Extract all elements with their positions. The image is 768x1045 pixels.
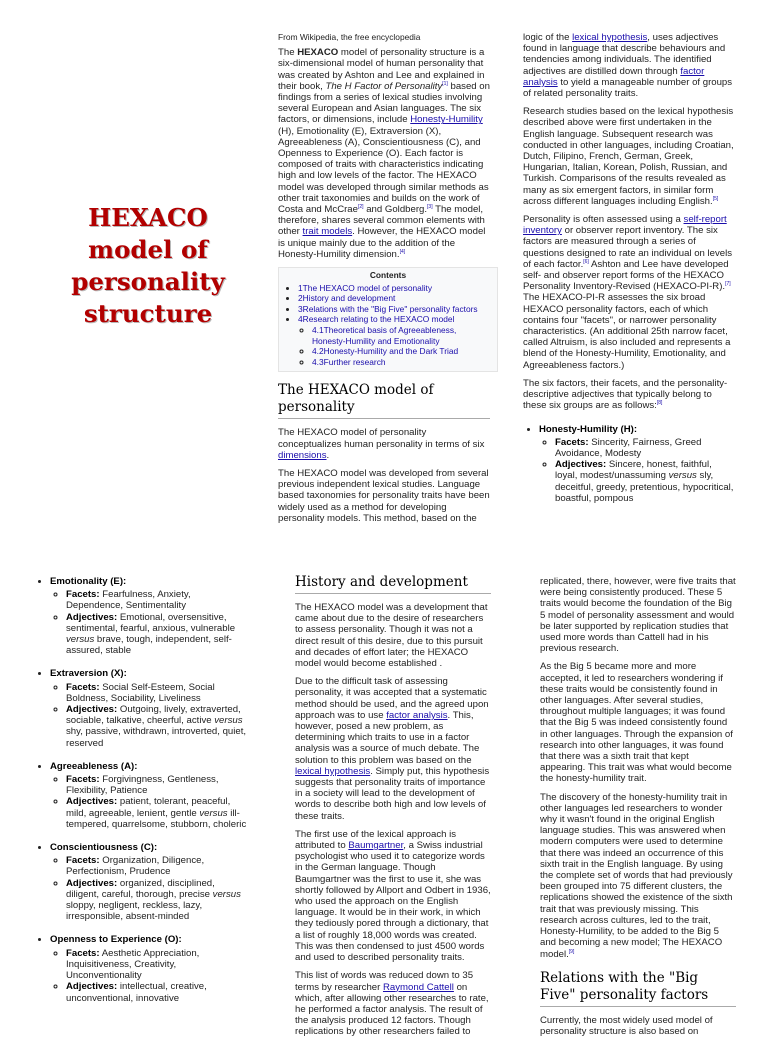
lexical-hypothesis-link[interactable]: lexical hypothesis	[572, 32, 648, 43]
history-paragraph-2: Due to the difficult task of assessing personality, it was accepted that a systematic method should be used, and the agreed upon approach was to use factor analysis. This, however, posed a new problem, as determining which traits to use in a factor analysis was a source of much debate. The solution to this problem was based on the lexical hypothesis. Simply put, this hypothesis suggests that personality traits of importance in a society will lead to the development of words to describe both high and low levels of these traits.	[295, 676, 490, 822]
toc-title: Contents	[369, 270, 407, 281]
right-column-top	[523, 32, 735, 516]
trait-adjectives: ◦ Adjectives: Outgoing, lively, extraverted, sociable, talkative, cheerful, active versus shy, passive, withdrawn, introverted, quiet, reserved	[66, 704, 248, 749]
ref-4[interactable]: [4]	[399, 248, 406, 255]
baumgartner-link[interactable]: Baumgartner	[348, 840, 404, 852]
model-paragraph-1: The HEXACO model of personality conceptualizes human personality in terms of six dimensions.	[278, 427, 485, 461]
section-heading-model: The HEXACO model of personality	[278, 382, 490, 419]
trait-facets: ◦ Facets: Fearfulness, Anxiety, Dependence, Sentimentality	[66, 589, 248, 611]
self-report-inventory-link[interactable]: self-report inventory	[523, 214, 727, 237]
ref-8[interactable]: [8]	[656, 400, 663, 407]
trait-conscientiousness: • Conscientiousness (C): ◦ Facets: Organization, Diligence, Perfectionism, Prudence ◦ Adjectives: organized, disciplined, diligent, careful, thorough, precise versus sloppy, negligent, reckless, lazy, irresponsible, absent-minded	[50, 842, 248, 922]
trait-facets: ◦ Facets: Forgivingness, Gentleness, Flexibility, Patience	[66, 774, 248, 796]
trait-openness: • Openness to Experience (O): ◦ Facets: Aesthetic Appreciation, Inquisitiveness, Creativity, Unconventionality ◦ Adjectives: intellectual, creative, unconventional, innovative	[50, 934, 248, 1003]
toc-subitem[interactable]: ◦ 4.1Theoretical basis of Agreeableness, Honesty-Humility and Emotionality	[312, 325, 492, 346]
toc-subitem[interactable]: ◦ 4.3Further research	[312, 357, 492, 368]
toc-item[interactable]: • 4Research relating to the HEXACO model ◦ 4.1Theoretical basis of Agreeableness, Honesty-Humility and Emotionality ◦ 4.2Honesty-Humility and the Dark Triad ◦ 4.3Further research	[298, 314, 492, 367]
factor-analysis-link[interactable]: factor analysis	[523, 65, 705, 88]
toc-subitem[interactable]: ◦ 4.2Honesty-Humility and the Dark Triad	[312, 346, 492, 357]
history-column	[295, 574, 491, 1045]
section-heading-big-five: Relations with the "Big Five" personality factors	[540, 970, 736, 1007]
trait-adjectives: ◦ Adjectives: intellectual, creative, unconventional, innovative	[66, 981, 248, 1003]
model-paragraph-2: The HEXACO model was developed from several previous independent lexical studies. Language based taxonomies for personality traits have been widely used as a method for developing personality models. This method, based on the	[278, 468, 490, 524]
factor-analysis-link-2[interactable]: factor analysis	[386, 709, 448, 721]
toc-item[interactable]: • 2History and development	[298, 293, 492, 304]
trait-facets: ◦ Facets: Organization, Diligence, Perfectionism, Prudence	[66, 855, 248, 877]
trait-extraversion: • Extraversion (X): ◦ Facets: Social Self-Esteem, Social Boldness, Sociability, Liveliness ◦ Adjectives: Outgoing, lively, extraverted, sociable, talkative, cheerful, active versus shy, passive, withdrawn, introverted, quiet, reserved	[50, 668, 248, 748]
source-line: From Wikipedia, the free encyclopedia	[278, 32, 421, 42]
big5-paragraph-2: As the Big 5 became more and more accepted, it led to researchers wondering if these traits would be consistently found in other languages. After several studies, throughout multiple languages; it was found that the Big 5 was indeed consistently found in other languages. Through the expansion of research into other languages, it was found that there was a sixth trait that kept appearing. This trait was what would become the honesty-humility trait.	[540, 661, 733, 785]
ref-6[interactable]: [6]	[583, 258, 589, 265]
trait-adjectives: ◦ Adjectives: Emotional, oversensitive, sentimental, fearful, anxious, vulnerable versus brave, tough, independent, self-assured, stable	[66, 612, 248, 657]
raymond-cattell-link[interactable]: Raymond Cattell	[382, 981, 454, 993]
assessment-paragraph: Personality is often assessed using a self-report inventory or observer report inventory. The six factors are measured through a series of questions designed to rate an individual on levels of each factor.[6] Ashton and Lee have developed self- and observer report forms of the HEXACO Personality Inventory-Revised (HEXACO-PI-R).[7] The HEXACO-PI-R assesses the six broad HEXACO personality factors, each of which contains four "facets", or narrower personality characteristics. (An additional 25th narrow facet, called Altruism, is also included and represents a blend of the Honesty-Humility, Emotionality, and Agreeableness factors.)	[523, 214, 733, 371]
ref-5[interactable]: [5]	[712, 195, 719, 202]
history-paragraph-3: The first use of the lexical approach is attributed to Baumgartner, a Swiss industrial psychologist who used it to categorize words in the German language. Though Baumgartner was the first to use it, she was shortly followed by Allport and Odbert in 1936, who used the approach on the English language. It would be in their work, in which they tediously pored through a dictionary, that a list of roughly 18,000 words was created. This was then condensed to just 4500 words and used to described personality traits.	[295, 828, 491, 964]
table-of-contents	[278, 267, 498, 372]
trait-column	[34, 576, 248, 1016]
research-paragraph: Research studies based on the lexical hypothesis described above were first undertaken in the English language. Subsequent research was conducted in other languages, including Croatian, Dutch, Filipino, French, German, Greek, Hungarian, Italian, Korean, Polish, Russian, and Turkish. Comparisons of the results revealed as many as six emergent factors, in similar form across different languages including English.[5]	[523, 106, 734, 207]
honesty-humility-link[interactable]: Honesty-Humility	[410, 114, 483, 126]
trait-adjectives: ◦ Adjectives: patient, tolerant, peaceful, mild, agreeable, lenient, gentle versus ill-tempered, quarrelsome, stubborn, choleric	[66, 796, 248, 830]
trait-facets: ◦ Facets: Social Self-Esteem, Social Boldness, Sociability, Liveliness	[66, 682, 248, 704]
toc-item[interactable]: • 1The HEXACO model of personality	[298, 283, 492, 294]
trait-list-bottom	[34, 576, 248, 1004]
toc-item[interactable]: • 3Relations with the "Big Five" personality factors	[298, 304, 492, 315]
ref-1[interactable]: [1]	[442, 80, 448, 87]
trait-list-top	[523, 424, 735, 504]
ref-7[interactable]: [7]	[725, 281, 731, 288]
trait-facets: ◦ Facets: Sincerity, Fairness, Greed Avoidance, Modesty	[555, 437, 735, 459]
big5-paragraph-3: The discovery of the honesty-humility trait in other languages led researchers to wonder why it wasn't found in the original English language studies. This was answered when modern computers were used to determine that there was indeed an occurrence of this sixth trait in the English language. By using the complete set of words that had previously been grouped into 75 different clusters, the replications showed the existence of the sixth trait that was previously missing. This research across cultures, led to the trait, Honesty-Humility, to be added to the Big 5 and becoming a new model; The HEXACO model.[9]	[540, 791, 733, 960]
intro-column	[278, 32, 490, 531]
lexical-paragraph: logic of the lexical hypothesis, uses adjectives found in language that describe behaviours and tendencies among individuals. The identified adjectives are distilled down through factor analysis to yield a manageable number of groups of related personality traits.	[523, 32, 733, 100]
trait-models-link[interactable]: trait models	[302, 226, 353, 238]
trait-adjectives: ◦ Adjectives: organized, disciplined, diligent, careful, thorough, precise versus sloppy, negligent, reckless, lazy, irresponsible, absent-minded	[66, 878, 248, 923]
history-paragraph-1: The HEXACO model was a development that came about due to the desire of researchers to assess personality. Though it was not a direct result of this desire, due to this pursuit and decades of effort later; the HEXACO model would become established .	[295, 602, 488, 670]
trait-honesty-humility: • Honesty-Humility (H): ◦ Facets: Sincerity, Fairness, Greed Avoidance, Modesty ◦ Adjectives: Sincere, honest, faithful, loyal, modest/unassuming versus sly, deceitful, greedy, pretentious, hypocritical, boastful, pompous	[539, 424, 735, 504]
history-paragraph-4: This list of words was reduced down to 35 terms by researcher Raymond Cattell on which, after allowing other researches to rate, he performed a factor analysis. The result of the analysis produced 12 factors. Though replications by other researchers failed to	[295, 970, 489, 1038]
factors-intro-paragraph: The six factors, their facets, and the personality-descriptive adjectives that typically belong to these six groups are as follows:[8]	[523, 377, 728, 412]
article-title-graphic: HEXACO model of personality structure	[71, 203, 225, 328]
trait-adjectives: ◦ Adjectives: Sincere, honest, faithful, loyal, modest/unassuming versus sly, deceitful, greedy, pretentious, hypocritical, boastful, pompous	[555, 459, 735, 504]
right-column-bottom	[540, 576, 736, 1044]
section-heading-history: History and development	[295, 574, 491, 594]
ref-9[interactable]: [9]	[568, 948, 575, 955]
trait-facets: ◦ Facets: Aesthetic Appreciation, Inquisitiveness, Creativity, Unconventionality	[66, 948, 248, 982]
ref-2[interactable]: [2]	[357, 203, 364, 210]
trait-agreeableness: • Agreeableness (A): ◦ Facets: Forgivingness, Gentleness, Flexibility, Patience ◦ Adjectives: patient, tolerant, peaceful, mild, agreeable, lenient, gentle versus ill-tempered, quarrelsome, stubborn, choleric	[50, 761, 248, 830]
big5-paragraph-1: replicated, there, however, were five traits that were being consistently produced. These 5 traits would become the foundation of the Big 5 model of personality assessment and would be later supported by replication studies that used more words than Cattell had in his previous research.	[540, 576, 736, 655]
dimensions-link[interactable]: dimensions	[278, 449, 327, 461]
ref-3[interactable]: [3]	[427, 203, 433, 210]
big5-paragraph-4: Currently, the most widely used model of personality structure is also based on	[540, 1014, 713, 1037]
trait-emotionality: • Emotionality (E): ◦ Facets: Fearfulness, Anxiety, Dependence, Sentimentality ◦ Adjectives: Emotional, oversensitive, sentimental, fearful, anxious, vulnerable versus brave, tough, independent, self-assured, stable	[50, 576, 248, 656]
lexical-hypothesis-link-2[interactable]: lexical hypothesis	[295, 765, 371, 777]
intro-paragraph: The HEXACO model of personality structure is a six-dimensional model of human personality that was created by Ashton and Lee and explained in their book, The H Factor of Personality[1] based on findings from a series of lexical studies involving several European and Asian languages. The six factors, or dimensions, include Honesty-Humility (H), Emotionality (E), Extraversion (X), Agreeableness (A), Conscientiousness (C), and Openness to Experience (O). Each factor is composed of traits with characteristics indicating high and low levels of the factor. The HEXACO model was developed through similar methods as other trait taxonomies and builds on the work of Costa and McCrae[2] and Goldberg.[3] The model, therefore, shares several common elements with other trait models. However, the HEXACO model is unique mainly due to the addition of the Honesty-Humility dimension.[4]	[278, 47, 490, 260]
